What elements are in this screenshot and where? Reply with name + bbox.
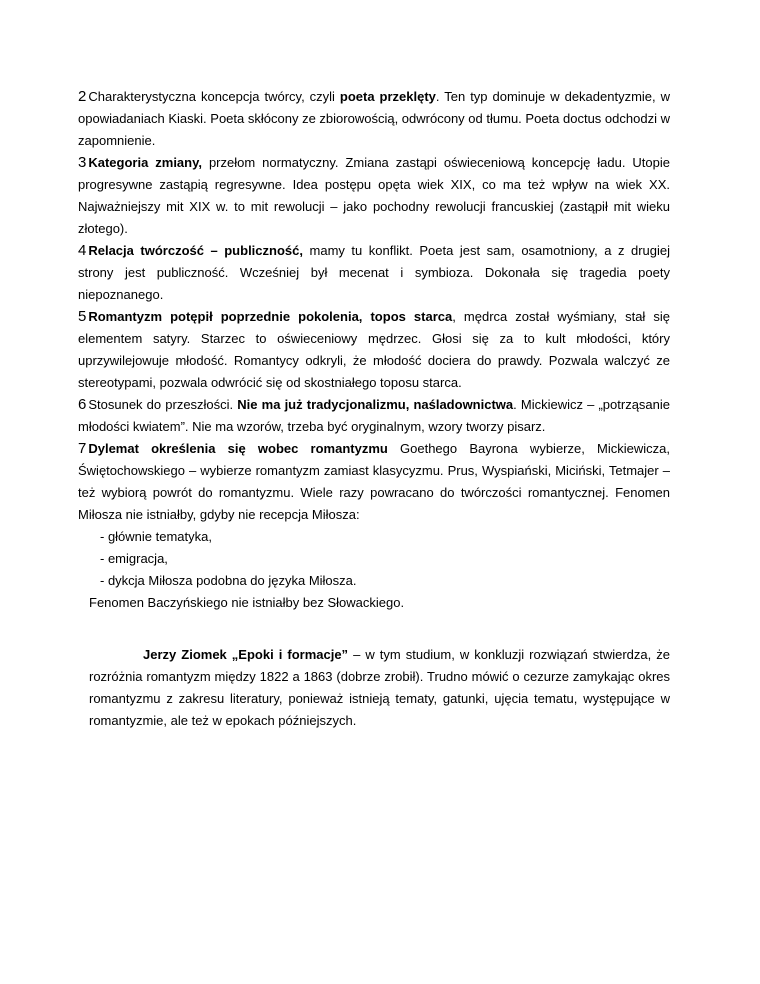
section-text: , mędrca został wyśmiany, stał się elementem satyry. Starzec to oświeceniowy mędrzec. Głosi się za to kult młodości, który uprzywilejowuje młodość. Romantycy odkryli, że młodość dociera do prawdy. Pozwala walczyć ze stereotypami, pozwala odwrócić się od skostniałego toposu starca. bbox=[78, 309, 671, 390]
document-page bbox=[78, 86, 670, 732]
section-bold-text: Relacja twórczość – publiczność, bbox=[88, 243, 303, 258]
section-text: . Mickiewicz – „potrząsanie młodości kwiatem”. Nie ma wzorów, trzeba być oryginalnym, wzory tworzy pisarz. bbox=[78, 397, 671, 434]
section-bold-text: Romantyzm potępił poprzednie pokolenia, topos starca bbox=[88, 309, 453, 324]
section-number: 5 bbox=[78, 308, 87, 325]
ziomek-text: – w tym studium, w konkluzji rozwiązań stwierdza, że rozróżnia romantyzm między 1822 a 1863 (dobrze zrobił). Trudno mówić o cezurze zamykając okres romantyzmu z zakresu literatury, ponieważ istnieją tematy, gatunki, ujęcia tematu, występujące w romantyzmie, ale też w epokach późniejszych. bbox=[89, 647, 670, 728]
section-text: mamy tu konflikt. Poeta jest sam, osamotniony, a z drugiej strony jest publiczność. Wcześniej był mecenat i symbioza. Dokonała się tragedia poety niepoznanego. bbox=[78, 243, 670, 302]
section-4 bbox=[78, 240, 670, 306]
section-bold-text: poeta przeklęty bbox=[339, 89, 436, 104]
section-number: 6 bbox=[78, 396, 87, 413]
section-number: 3 bbox=[78, 154, 87, 171]
list-item: - dykcja Miłosza podobna do języka Miłosza. bbox=[100, 573, 357, 588]
section-text: Charakterystyczna koncepcja twórcy, czyli bbox=[88, 89, 340, 104]
section-6 bbox=[78, 394, 670, 438]
ziomek-paragraph bbox=[89, 644, 670, 732]
list-item: - głównie tematyka, bbox=[100, 529, 212, 544]
fenomen-line: Fenomen Baczyńskiego nie istniałby bez Słowackiego. bbox=[89, 595, 405, 610]
section-bold-text: Dylemat określenia się wobec romantyzmu bbox=[88, 441, 388, 456]
section-number: 2 bbox=[78, 88, 87, 105]
section-text: . Ten typ dominuje w dekadentyzmie, w opowiadaniach Kiaski. Poeta skłócony ze zbiorowością, odwrócony od tłumu. Poeta doctus odchodzi w zapomnienie. bbox=[78, 89, 671, 148]
section-2 bbox=[78, 86, 670, 152]
list-item: - emigracja, bbox=[100, 551, 168, 566]
ziomek-bold-text: Jerzy Ziomek „Epoki i formacje” bbox=[143, 647, 349, 662]
section-number: 7 bbox=[78, 440, 87, 457]
section-7 bbox=[78, 438, 670, 526]
section-text: Goethego Bayrona wybierze, Mickiewicza, Świętochowskiego – wybierze romantyzm zamiast klasycyzmu. Prus, Wyspiański, Miciński, Tetmajer – też wybiorą powrót do romantyzmu. Wiele razy powracano do twórczości romantycznej. Fenomen Miłosza nie istniałby, gdyby nie recepcja Miłosza: bbox=[78, 441, 670, 522]
milosz-list bbox=[78, 526, 670, 592]
section-bold-text: Nie ma już tradycjonalizmu, naśladownictwa bbox=[237, 397, 514, 412]
section-text: przełom normatyczny. Zmiana zastąpi oświeceniową koncepcję ładu. Utopie progresywne zastąpią regresywne. Idea postępu opęta wiek XIX, co ma też wpływ na wiek XX. Najważniejszy mit XIX w. to mit rewolucji – jako pochodny rewolucji francuskiej (zastąpił mit wieku złotego). bbox=[78, 155, 670, 236]
section-number: 4 bbox=[78, 242, 87, 259]
section-5 bbox=[78, 306, 670, 394]
section-3 bbox=[78, 152, 670, 240]
section-bold-text: Kategoria zmiany, bbox=[88, 155, 202, 170]
section-text: Stosunek do przeszłości. bbox=[88, 397, 238, 412]
